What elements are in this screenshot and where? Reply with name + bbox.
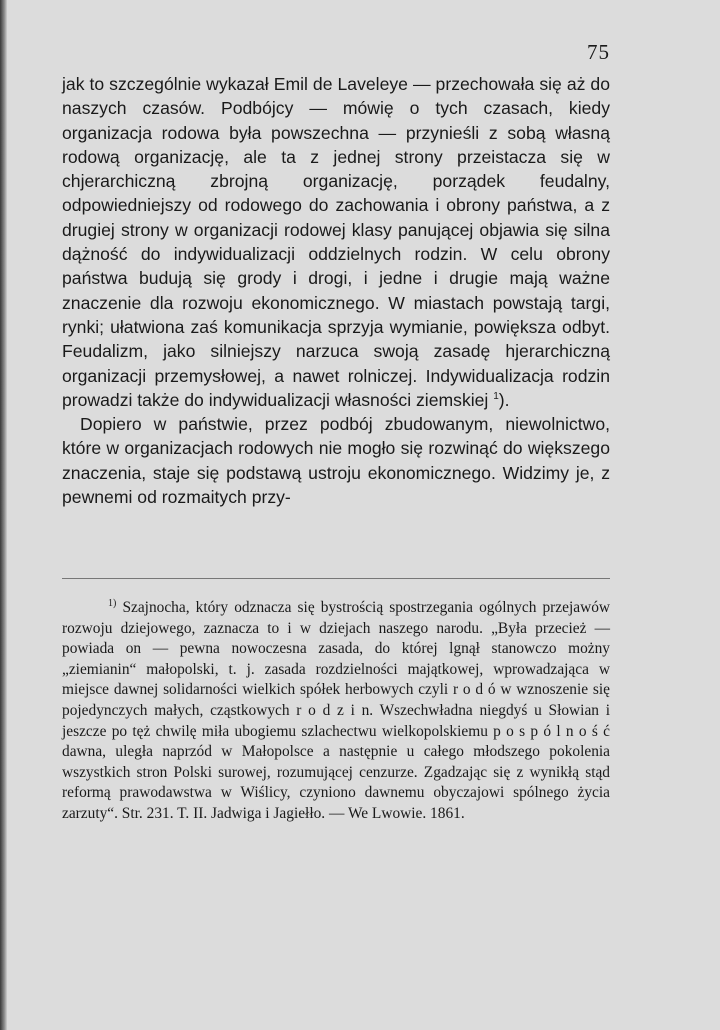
footnote-reference: 1 — [493, 391, 499, 402]
paragraph-1-text: jak to szczególnie wykazał Emil de Laveleye — przechowała się aż do naszych czasów. Podbójcy — mówię o tych czasach, kiedy organizacja rodowa była powszechna — przynieśli z sobą własną rodową organizację, ale ta z jednej strony przeistacza się w chjerarchiczną zbrojną organizację, porządek feudalny, odpowiedniejszy od rodowego do zachowania i obrony państwa, a z drugiej strony w organizacji rodowej klasy panującej objawia się silna dążność do indywidualizacji oddzielnych rodzin. W celu obrony państwa budują się grody i drogi, i jedne i drugie mają ważne znaczenie dla rozwoju ekonomicznego. W miastach powstają targi, rynki; ułatwiona zaś komunikacja sprzyja wymianie, powiększa odbyt. Feudalizm, jako silniejszy narzuca swoją zasadę hjerarchiczną organizacji przemysłowej, a nawet rolniczej. Indywidualizacja rodzin prowadzi także do indywidualizacji własności ziemskiej — [62, 74, 610, 410]
footnote — [62, 598, 610, 825]
footnote-marker: 1) — [108, 597, 117, 609]
paragraph-1 — [62, 72, 610, 412]
paragraph-2: Dopiero w państwie, przez podbój zbudowanym, niewolnictwo, które w organizacjach rodowych nie mogło się rozwinąć do większego znaczenia, staje się podstawą ustroju ekonomicznego. Widzimy je, z pewnemi od rozmaitych przy- — [62, 414, 610, 508]
footnote-text: Szajnocha, który odznacza się bystrością spostrzegania ogólnych przejawów rozwoju dziejowego, zaznacza to i w dziejach naszego narodu. „Była przecież — powiada on — pewna nowoczesna zasada, do której lgnął stanowczo możny „ziemianin“ małopolski, t. j. zasada rozdzielności majątkowej, wprowadzająca w miejsce dawnej solidarności wielkich spółek herbowych czyli r o d ó w wznoszenie się pojedynczych małych, cząstkowych r o d z i n. Wszechwładna niegdyś u Słowian i jeszcze po tęż chwilę miła ubogiemu szlachectwu wielkopolskiemu p o s p ó l n o ś ć dawna, uległa naprzód w Małopolsce a następnie u całego młodszego pokolenia wszystkich stron Polski surowej, rozumującej cenzurze. Zgadzając się z wynikłą stąd reformą prawodawstwa w Wiślicy, czyniono dawnemu obyczajowi spólnego życia zarzuty“. Str. 231. T. II. Jadwiga i Jagiełło. — We Lwowie. 1861. — [62, 599, 611, 822]
main-text — [62, 72, 610, 509]
footnote-divider — [62, 578, 610, 579]
page-binding-edge — [0, 0, 7, 1030]
paragraph-1-end: ). — [498, 389, 510, 410]
page-number: 75 — [587, 40, 610, 64]
footnote-paragraph — [62, 598, 610, 825]
